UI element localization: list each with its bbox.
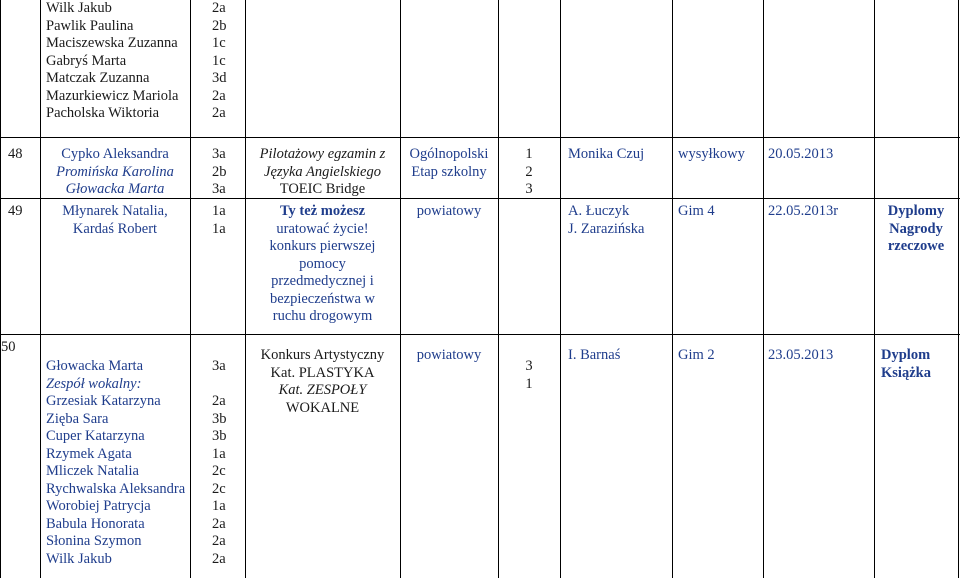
contest-name: ruchu drogowym <box>272 308 373 324</box>
place: 3 <box>525 358 533 374</box>
class-label: 2a <box>212 87 226 104</box>
award: Dyplom <box>881 347 931 363</box>
student-name: Zięba Sara <box>46 410 109 427</box>
contest-name: WOKALNE <box>285 399 360 416</box>
class-label: 3a <box>212 146 226 162</box>
place: 2 <box>525 163 533 180</box>
student-name: Gabryś Marta <box>46 52 127 69</box>
place: 1 <box>525 146 533 162</box>
student-name: Mazurkiewicz Mariola <box>46 87 179 104</box>
student-name: Matczak Zuzanna <box>46 70 150 86</box>
row49-classes-cell <box>212 203 242 238</box>
student-name: Rychwalska Aleksandra <box>46 480 186 497</box>
row50-level: powiatowy <box>416 347 482 363</box>
class-label: 2b <box>212 17 227 34</box>
row48-contest-cell <box>247 146 398 199</box>
grid-vline <box>672 0 673 578</box>
class-label: 2a <box>212 550 226 567</box>
grid-vline <box>560 0 561 578</box>
row50-venue: Gim 2 <box>678 347 715 363</box>
row49-award-cell <box>876 203 956 256</box>
award: Nagrody <box>889 220 943 237</box>
contest-name: Pilotażowy egzamin z <box>259 146 386 162</box>
class-label: 2a <box>212 105 226 121</box>
grid-vline <box>763 0 764 578</box>
student-name: Grzesiak Katarzyna <box>46 393 161 409</box>
row49-venue: Gim 4 <box>678 203 715 219</box>
contest-name: Konkurs Artystyczny <box>260 347 385 363</box>
class-label: 2b <box>212 163 227 180</box>
row50-contest-cell <box>247 347 398 417</box>
grid-vline <box>245 0 246 578</box>
row48-classes-cell <box>212 146 242 199</box>
row50-classes-cell <box>212 358 242 568</box>
row48-places-cell <box>500 146 558 199</box>
row48-names-cell <box>42 146 188 199</box>
class-label: 1a <box>212 203 226 219</box>
contest-name: Ty też możesz <box>279 203 366 219</box>
student-name: Worobiej Patrycja <box>46 498 151 514</box>
row48-venue: wysyłkowy <box>678 146 745 162</box>
contest-name: pomocy <box>299 255 346 272</box>
student-name: Cypko Aleksandra <box>61 146 169 162</box>
class-label: 3b <box>212 428 227 444</box>
grid-vline <box>0 0 1 578</box>
student-name: Młynarek Natalia, <box>62 203 168 219</box>
row48-teacher: Monika Czuj <box>568 146 645 162</box>
ensemble-label: Zespół wokalny: <box>46 375 142 392</box>
contest-name: Kat. PLASTYKA <box>270 364 375 381</box>
row50-award-cell <box>881 347 957 382</box>
contest-level: Ogólnopolski <box>409 146 489 162</box>
student-name: Pawlik Paulina <box>46 17 134 34</box>
class-label: 1a <box>212 220 226 237</box>
row-number: 49 <box>8 203 23 219</box>
row50-teacher: I. Barnaś <box>568 347 621 363</box>
row50-places-cell <box>500 358 558 393</box>
teacher-name: J. Zarazińska <box>568 220 645 237</box>
place: 3 <box>525 181 533 197</box>
row49-date: 22.05.2013r <box>768 203 839 219</box>
class-label: 3d <box>212 70 227 86</box>
row50-date: 23.05.2013 <box>768 347 834 363</box>
class-label: 3b <box>212 410 227 427</box>
top-names-cell <box>46 0 188 123</box>
row49-teachers-cell <box>568 203 670 238</box>
class-label: 1a <box>212 498 226 514</box>
class-label: 2a <box>212 0 226 16</box>
student-name: Głowacka Marta <box>65 181 165 197</box>
student-name: Mliczek Natalia <box>46 463 139 479</box>
class-label: 2a <box>212 515 226 532</box>
student-name: Maciszewska Zuzanna <box>46 35 178 51</box>
class-label: 2a <box>212 393 226 409</box>
grid-hline <box>0 334 960 335</box>
class-label: 2c <box>212 463 226 479</box>
class-label: 2a <box>212 533 226 549</box>
grid-vline <box>874 0 875 578</box>
row-number: 50 <box>1 339 16 355</box>
row48-level-cell <box>402 146 496 181</box>
class-label: 1a <box>212 445 226 462</box>
contest-name: Języka Angielskiego <box>264 163 381 180</box>
contest-name: konkurs pierwszej <box>269 238 376 254</box>
student-name: Wilk Jakub <box>46 0 112 16</box>
contest-name: uratować życie! <box>276 220 369 237</box>
contest-name: Kat. ZESPOŁY <box>278 382 367 398</box>
class-label: 2c <box>212 480 226 497</box>
top-classes-cell <box>212 0 242 123</box>
class-label <box>212 376 242 394</box>
row49-contest-cell <box>247 203 398 326</box>
grid-hline <box>0 137 960 138</box>
award: Książka <box>881 364 931 381</box>
class-label: 3a <box>212 181 226 197</box>
row49-level: powiatowy <box>416 203 482 219</box>
award: rzeczowe <box>887 238 945 254</box>
student-name: Promińska Karolina <box>56 163 174 180</box>
grid-vline <box>190 0 191 578</box>
contest-name: bezpieczeństwa w <box>269 290 376 307</box>
row49-names-cell <box>42 203 188 238</box>
student-name: Słonina Szymon <box>46 533 142 549</box>
row-number: 48 <box>8 146 23 162</box>
student-name: Głowacka Marta <box>46 358 144 374</box>
student-name: Babula Honorata <box>46 515 145 532</box>
student-name: Kardaś Robert <box>72 220 158 237</box>
class-label: 3a <box>212 358 226 374</box>
teacher-name: A. Łuczyk <box>568 203 630 219</box>
student-name: Pacholska Wiktoria <box>46 105 160 121</box>
contest-name: TOEIC Bridge <box>279 181 366 197</box>
award: Dyplomy <box>887 203 945 219</box>
row50-names-cell <box>46 358 189 578</box>
contest-level: Etap szkolny <box>411 163 487 180</box>
class-label: 1c <box>212 52 226 69</box>
student-name: Cuper Katarzyna <box>46 428 145 444</box>
contest-name: przedmedycznej i <box>271 273 374 289</box>
student-name: Rzymek Agata <box>46 445 132 462</box>
place: 1 <box>525 375 533 392</box>
grid-vline <box>498 0 499 578</box>
row48-date: 20.05.2013 <box>768 146 834 162</box>
student-name: Wilk Jakub <box>46 550 112 567</box>
grid-vline <box>400 0 401 578</box>
grid-vline <box>40 0 41 578</box>
grid-vline <box>958 0 959 578</box>
class-label: 1c <box>212 35 226 51</box>
